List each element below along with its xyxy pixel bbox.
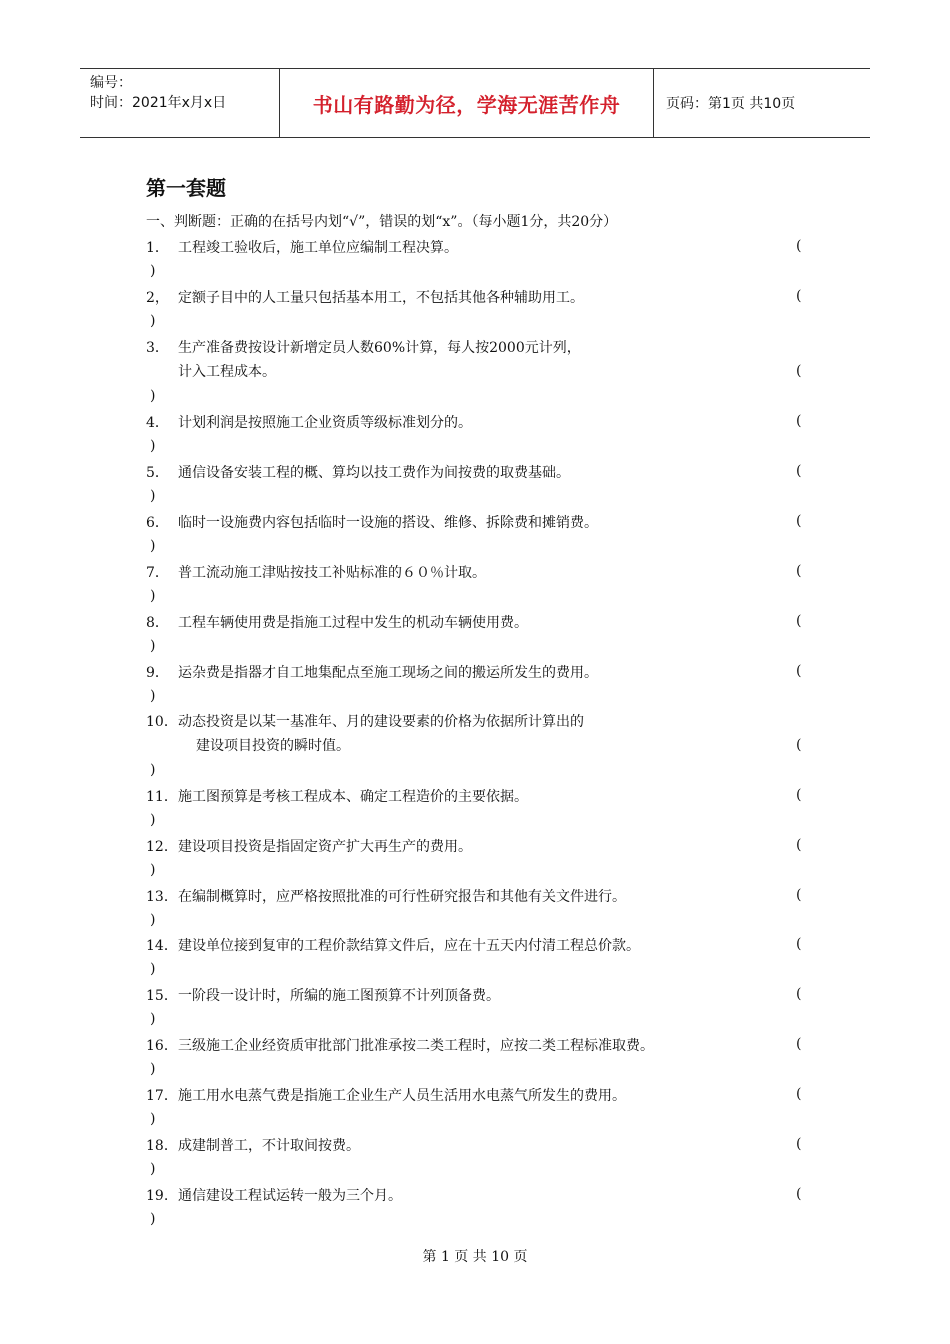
answer-paren-open: ( [796,1136,802,1152]
question-text: 计划利润是按照施工企业资质等级标准划分的。 [178,415,472,431]
answer-paren-close: ) [150,912,156,928]
question-item [146,710,584,758]
question-number: 8． [146,615,169,631]
question-number: 4． [146,415,169,431]
question-number: 11． [146,789,178,805]
question-number: 1． [146,240,169,256]
answer-paren-close: ) [150,1061,156,1077]
answer-paren-close: ) [150,762,156,778]
question-item [146,461,570,485]
question-text: 定额子目中的人工量只包括基本用工，不包括其他各种辅助用工。 [178,290,584,306]
header-motto: 书山有路勤为径，学海无涯苦作舟 [280,69,654,137]
answer-paren-open: ( [796,1086,802,1102]
question-item [146,835,472,859]
answer-paren-open: ( [796,463,802,479]
answer-paren-open: ( [796,563,802,579]
question-number: 17． [146,1088,178,1104]
page-footer: 第 1 页 共 10 页 [422,1249,528,1265]
question-item [146,885,626,909]
question-item [146,785,528,809]
question-item [146,411,472,435]
question-item [146,1184,402,1208]
answer-paren-open: ( [796,413,802,429]
answer-paren-open: ( [796,837,802,853]
question-continuation: 计入工程成本。 [178,364,276,380]
answer-paren-close: ) [150,538,156,554]
question-text: 运杂费是指器才自工地集配点至施工现场之间的搬运所发生的费用。 [178,665,598,681]
answer-paren-close: ) [150,313,156,329]
answer-paren-open: ( [796,787,802,803]
question-number: 5． [146,465,169,481]
question-number: 19. [146,1188,169,1204]
question-item [146,286,584,310]
answer-paren-close: ) [150,1111,156,1127]
question-text: 施工用水电蒸气费是指施工企业生产人员生活用水电蒸气所发生的费用。 [178,1088,626,1104]
answer-paren-close: ) [150,438,156,454]
question-item [146,934,640,958]
question-text: 通信设备安装工程的概、算均以技工费作为间按费的取费基础。 [178,465,570,481]
question-number: 2， [146,290,169,306]
answer-paren-open: ( [796,363,802,379]
answer-paren-close: ) [150,388,156,404]
question-item [146,1134,360,1158]
header-time: 时间：2021年x月x日 [90,95,227,111]
question-number: 13． [146,889,178,905]
question-item [146,1034,654,1058]
question-text: 建设项目投资是指固定资产扩大再生产的费用。 [178,839,472,855]
question-text: 动态投资是以某一基准年、月的建设要素的价格为依据所计算出的 [178,714,584,730]
answer-paren-open: ( [796,936,802,952]
question-number: 3． [146,340,169,356]
question-text: 普工流动施工津贴按技工补贴标准的６０％计取。 [178,565,486,581]
question-text: 在编制概算时，应严格按照批准的可行性研究报告和其他有关文件进行。 [178,889,626,905]
question-text: 施工图预算是考核工程成本、确定工程造价的主要依据。 [178,789,528,805]
answer-paren-close: ) [150,812,156,828]
answer-paren-open: ( [796,1186,802,1202]
question-item [146,561,486,585]
answer-paren-open: ( [796,887,802,903]
question-text: 工程竣工验收后，施工单位应编制工程决算。 [178,240,458,256]
answer-paren-close: ) [150,638,156,654]
question-item [146,336,581,384]
question-number: 18． [146,1138,178,1154]
answer-paren-close: ) [150,263,156,279]
question-item [146,611,528,635]
question-item [146,661,598,685]
question-text: 三级施工企业经资质审批部门批准承按二类工程时，应按二类工程标准取费。 [178,1038,654,1054]
set-title: 第一套题 [146,176,226,200]
question-number: 9． [146,665,169,681]
question-item [146,511,598,535]
answer-paren-close: ) [150,1211,156,1227]
answer-paren-open: ( [796,986,802,1002]
answer-paren-open: ( [796,663,802,679]
question-item [146,984,500,1008]
page-header [80,68,870,138]
question-number: 7． [146,565,169,581]
header-meta [80,69,280,137]
question-number: 10． [146,714,178,730]
answer-paren-open: ( [796,288,802,304]
section-heading: 一、判断题：正确的在括号内划“√”，错误的划“x”。（每小题1分，共20分） [146,214,618,230]
question-number: 16． [146,1038,178,1054]
question-text: 生产准备费按设计新增定员人数60%计算，每人按2000元计列， [178,340,581,356]
answer-paren-open: ( [796,513,802,529]
answer-paren-close: ) [150,588,156,604]
question-text: 临时一设施费内容包括临时一设施的搭设、维修、拆除费和摊销费。 [178,515,598,531]
question-text: 建设单位接到复审的工程价款结算文件后，应在十五天内付清工程总价款。 [178,938,640,954]
answer-paren-close: ) [150,1161,156,1177]
question-number: 12． [146,839,178,855]
question-continuation: 建设项目投资的瞬时值。 [196,738,350,754]
question-number: 14． [146,938,178,954]
question-text: 工程车辆使用费是指施工过程中发生的机动车辆使用费。 [178,615,528,631]
answer-paren-close: ) [150,688,156,704]
answer-paren-close: ) [150,1011,156,1027]
answer-paren-open: ( [796,238,802,254]
answer-paren-open: ( [796,1036,802,1052]
question-item [146,1084,626,1108]
header-number: 编号： [90,75,132,91]
answer-paren-open: ( [796,737,802,753]
question-text: 一阶段一设计时，所编的施工图预算不计列顶备费。 [178,988,500,1004]
answer-paren-open: ( [796,613,802,629]
header-page-number: 页码：第1页 共10页 [666,96,796,112]
question-number: 6． [146,515,169,531]
answer-paren-close: ) [150,961,156,977]
question-number: 15． [146,988,178,1004]
question-text: 通信建设工程试运转一般为三个月。 [178,1188,402,1204]
answer-paren-close: ) [150,862,156,878]
answer-paren-close: ) [150,488,156,504]
question-item [146,236,458,260]
question-text: 成建制普工，不计取间按费。 [178,1138,360,1154]
